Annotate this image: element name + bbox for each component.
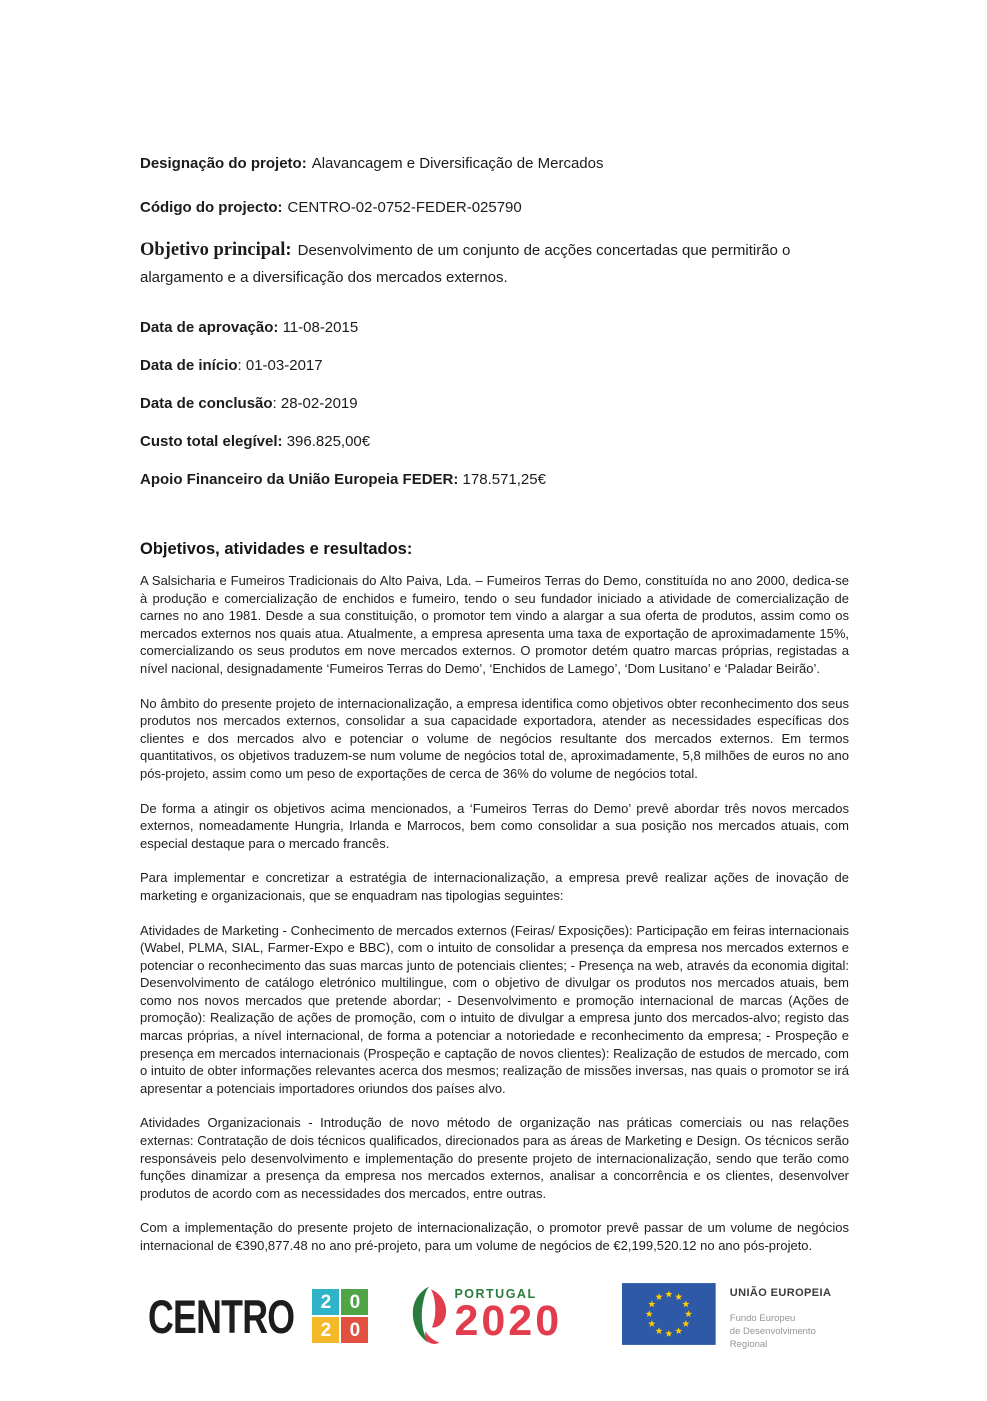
field-label: Designação do projeto: (140, 155, 307, 172)
field-label: Custo total elegível: (140, 433, 283, 450)
eu-logo-subtitle: Fundo Europeu (729, 1313, 796, 1324)
paragraph-empresa: A Salsicharia e Fumeiros Tradicionais do Alto Paiva, Lda. – Fumeiros Terras do Demo, constituída no ano 2000, dedica-se à produção e comercialização de enchidos e fumeiro, tendo o seu fundador iniciado a atividade de comercialização de carnes no ano 1981. Desde a sua constituição, o promotor tem vindo a alargar a sua oferta de produtos, assim como os mercados externos nos quais atua. Atualmente, a empresa apresenta uma taxa de exportação de aproximadamente 15%, comercializando os seus produtos em nove mercados externos. O promotor detém quatro marcas próprias, registadas a nível nacional, designadamente ‘Fumeiros Terras do Demo’, ‘Enchidos de Lamego’, ‘Dom Lusitano’ e ‘Paladar Beirão’. (140, 573, 849, 676)
field-value: CENTRO-02-0752-FEDER-025790 (287, 199, 522, 216)
portugal-flag-icon (410, 1285, 448, 1347)
paragraph-atividades-organizacionais: Atividades Organizacionais - Introdução de novo método de organização nas práticas comerciais ou nas relações externas: Contratação de dois técnicos qualificados, direcionados para as áreas de Marketing e Design. Os técnicos serão responsáveis pelo desenvolvimento e implementação do presente projeto de internacionalização, sendo que terão como funções dinamizar a presença da empresa nos mercados externos, analisar a concorrência e os clientes, desenvolver produtos de acordo com as necessidades dos mercados, entre outras. (140, 1115, 849, 1201)
centro-digit-square: 2 (312, 1289, 339, 1315)
centro-year-grid (312, 1289, 368, 1343)
field-apoio-feder (140, 470, 849, 490)
field-label: Apoio Financeiro da União Europeia FEDER: (140, 471, 459, 488)
field-label: Data de aprovação: (140, 319, 279, 336)
eu-logo-text (730, 1281, 848, 1351)
field-label: Código do projecto: (140, 199, 283, 216)
footer-logos (148, 1281, 848, 1351)
eu-logo-subtitle: de Desenvolvimento Regional (729, 1326, 816, 1350)
field-value: Desenvolvimento de um conjunto de acções concertadas que permitirão o alargamento e a diversificação dos mercados externos. (140, 242, 791, 286)
field-objetivo-principal (140, 237, 849, 291)
field-value: : 28-02-2019 (272, 395, 358, 412)
eu-union-logo (622, 1281, 848, 1351)
portugal-logo-title: PORTUGAL (454, 1287, 537, 1301)
centro-wordmark: CENTRO (148, 1289, 295, 1343)
centro-digit-square: 2 (312, 1317, 339, 1343)
centro-digit-square: 0 (341, 1289, 368, 1315)
field-value: 178.571,25€ (462, 471, 546, 488)
field-value: 396.825,00€ (286, 433, 371, 450)
document-body (140, 153, 849, 1255)
centro-2020-logo (148, 1289, 368, 1343)
eu-logo-title: UNIÃO EUROPEIA (729, 1287, 832, 1299)
field-label: Data de início (140, 357, 238, 374)
field-custo-total (140, 432, 849, 452)
paragraph-estrategia: Para implementar e concretizar a estratégia de internacionalização, a empresa prevê realizar ações de inovação de marketing e organizacionais, que se enquadram nas tipologias seguintes: (140, 870, 849, 903)
paragraph-volume-negocios: Com a implementação do presente projeto de internacionalização, o promotor prevê passar de um volume de negócios internacional de €390,877.48 no ano pré-projeto, para um volume de negócios de €2,199,520.12 no ano pós-projeto. (140, 1220, 849, 1253)
portugal-logo-text (454, 1285, 563, 1345)
field-codigo-projeto (140, 197, 849, 218)
paragraph-atividades-marketing: Atividades de Marketing - Conhecimento de mercados externos (Feiras/ Exposições): Participação em feiras internacionais (Wabel, PLMA, SIAL, Farmer-Expo e BBC), com o intuito de consolidar a presença da empresa nos mercados externos e potenciar o reconhecimento das suas marcas junto de potenciais clientes; - Presença na web, através da economia digital: Desenvolvimento de catálogo eletrónico multilingue, com o objetivo de divulgar os produtos nos mercados atuais, bem como nos novos mercados que pretende abordar; - Desenvolvimento e promoção internacional de marcas (Ações de promoção): Realização de ações de promoção, com o intuito de divulgar a empresa junto dos mercados-alvo; registo das marcas próprias, a nível internacional, de forma a potenciar a notoriedade e reconhecimento da empresa; - Prospeção e presença em mercados internacionais (Prospeção e captação de novos clientes): Realização de estudos de mercado, com o intuito de obter informações relevantes acerca dos mesmos; realização de missões inversas, nas quais o promotor se irá apresentar a potenciais importadores oriundos dos países alvo. (140, 922, 849, 1096)
field-data-aprovacao (140, 318, 849, 338)
paragraph-objetivos: No âmbito do presente projeto de internacionalização, a empresa identifica como objetivos obter reconhecimento dos seus produtos nos mercados externos, consolidar a sua capacidade exportadora, atender as necessidades específicas dos clientes e dos mercados alvo e potenciar o volume de negócios resultante dos mercados externos. Em termos quantitativos, os objetivos traduzem-se num volume de negócios total de, aproximadamente, 5,8 milhões de euros no ano pós-projeto, assim como um peso de exportações de cerca de 36% do volume de negócios total. (140, 695, 849, 781)
field-label: Objetivo principal: (140, 240, 292, 260)
portugal-logo-year: 2020 (454, 1297, 563, 1345)
section-heading-objetivos: Objetivos, atividades e resultados: (140, 540, 413, 558)
field-data-conclusao (140, 394, 849, 414)
portugal-2020-logo (410, 1285, 562, 1347)
field-value: Alavancagem e Diversificação de Mercados (311, 155, 604, 172)
field-value: : 01-03-2017 (237, 357, 323, 374)
eu-flag-icon (622, 1281, 716, 1347)
field-value: 11-08-2015 (282, 319, 359, 336)
field-data-inicio (140, 356, 849, 376)
centro-digit-square: 0 (341, 1317, 368, 1343)
field-designacao-projeto (140, 153, 849, 174)
paragraph-novos-mercados: De forma a atingir os objetivos acima mencionados, a ‘Fumeiros Terras do Demo’ prevê abordar três novos mercados externos, nomeadamente Hungria, Irlanda e Marrocos, bem como consolidar a sua posição nos mercados atuais, com especial destaque para o mercado francês. (140, 800, 849, 851)
field-label: Data de conclusão (140, 395, 273, 412)
